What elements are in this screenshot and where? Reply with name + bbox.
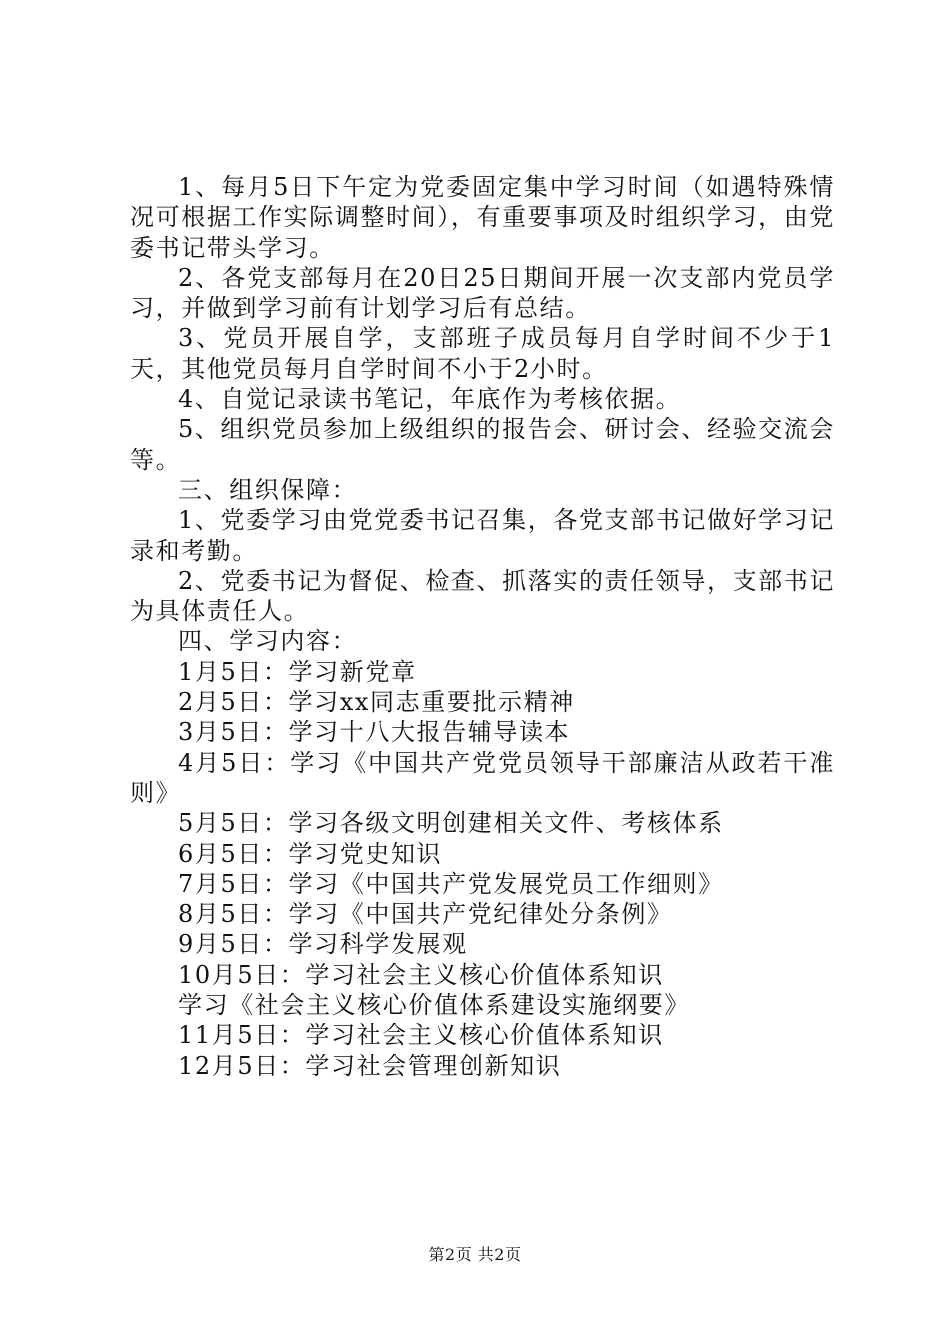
schedule-item: 10月5日：学习社会主义核心价值体系知识 bbox=[178, 960, 664, 989]
schedule-item: 12月5日：学习社会管理创新知识 bbox=[178, 1051, 562, 1080]
page-number-footer: 第2页 共2页 bbox=[428, 1245, 522, 1264]
schedule-item: 2月5日：学习xx同志重要批示精神 bbox=[178, 688, 575, 717]
schedule-item: 6月5日：学习党史知识 bbox=[178, 839, 443, 868]
schedule-item: 7月5日：学习《中国共产党发展党员工作细则》 bbox=[178, 869, 724, 898]
schedule-item: 11月5日：学习社会主义核心价值体系知识 bbox=[178, 1021, 664, 1050]
schedule-item: 8月5日：学习《中国共产党纪律处分条例》 bbox=[178, 900, 673, 929]
paragraph-convening: 1、党委学习由党党委书记召集，各党支部书记做好学习记录和考勤。 bbox=[130, 506, 835, 565]
schedule-item: 1月5日：学习新党章 bbox=[178, 657, 417, 686]
document-body bbox=[130, 172, 835, 1081]
schedule-item: 学习《社会主义核心价值体系建设实施纲要》 bbox=[178, 991, 690, 1020]
section-heading-organization: 三、组织保障： bbox=[178, 475, 358, 504]
section-heading-content: 四、学习内容： bbox=[178, 627, 358, 656]
schedule-item: 4月5日：学习《中国共产党党员领导干部廉洁从政若干准则》 bbox=[130, 748, 835, 807]
paragraph-branch-study: 2、各党支部每月在20日25日期间开展一次支部内党员学习，并做到学习前有计划学习后有总结。 bbox=[130, 263, 835, 323]
paragraph-responsibility: 2、党委书记为督促、检查、抓落实的责任领导，支部书记为具体责任人。 bbox=[130, 566, 835, 626]
schedule-item: 9月5日：学习科学发展观 bbox=[178, 930, 468, 959]
paragraph-study-time: 1、每月5日下午定为党委固定集中学习时间（如遇特殊情况可根据工作实际调整时间），有重要事项及时组织学习，由党委书记带头学习。 bbox=[130, 173, 835, 262]
schedule-item: 3月5日：学习十八大报告辅导读本 bbox=[178, 718, 571, 747]
paragraph-meetings: 5、组织党员参加上级组织的报告会、研讨会、经验交流会等。 bbox=[130, 415, 835, 474]
paragraph-reading-notes: 4、自觉记录读书笔记，年底作为考核依据。 bbox=[178, 385, 682, 414]
paragraph-self-study: 3、党员开展自学，支部班子成员每月自学时间不少于1天，其他党员每月自学时间不小于2小时。 bbox=[130, 324, 835, 383]
schedule-item: 5月5日：学习各级文明创建相关文件、考核体系 bbox=[178, 809, 724, 838]
